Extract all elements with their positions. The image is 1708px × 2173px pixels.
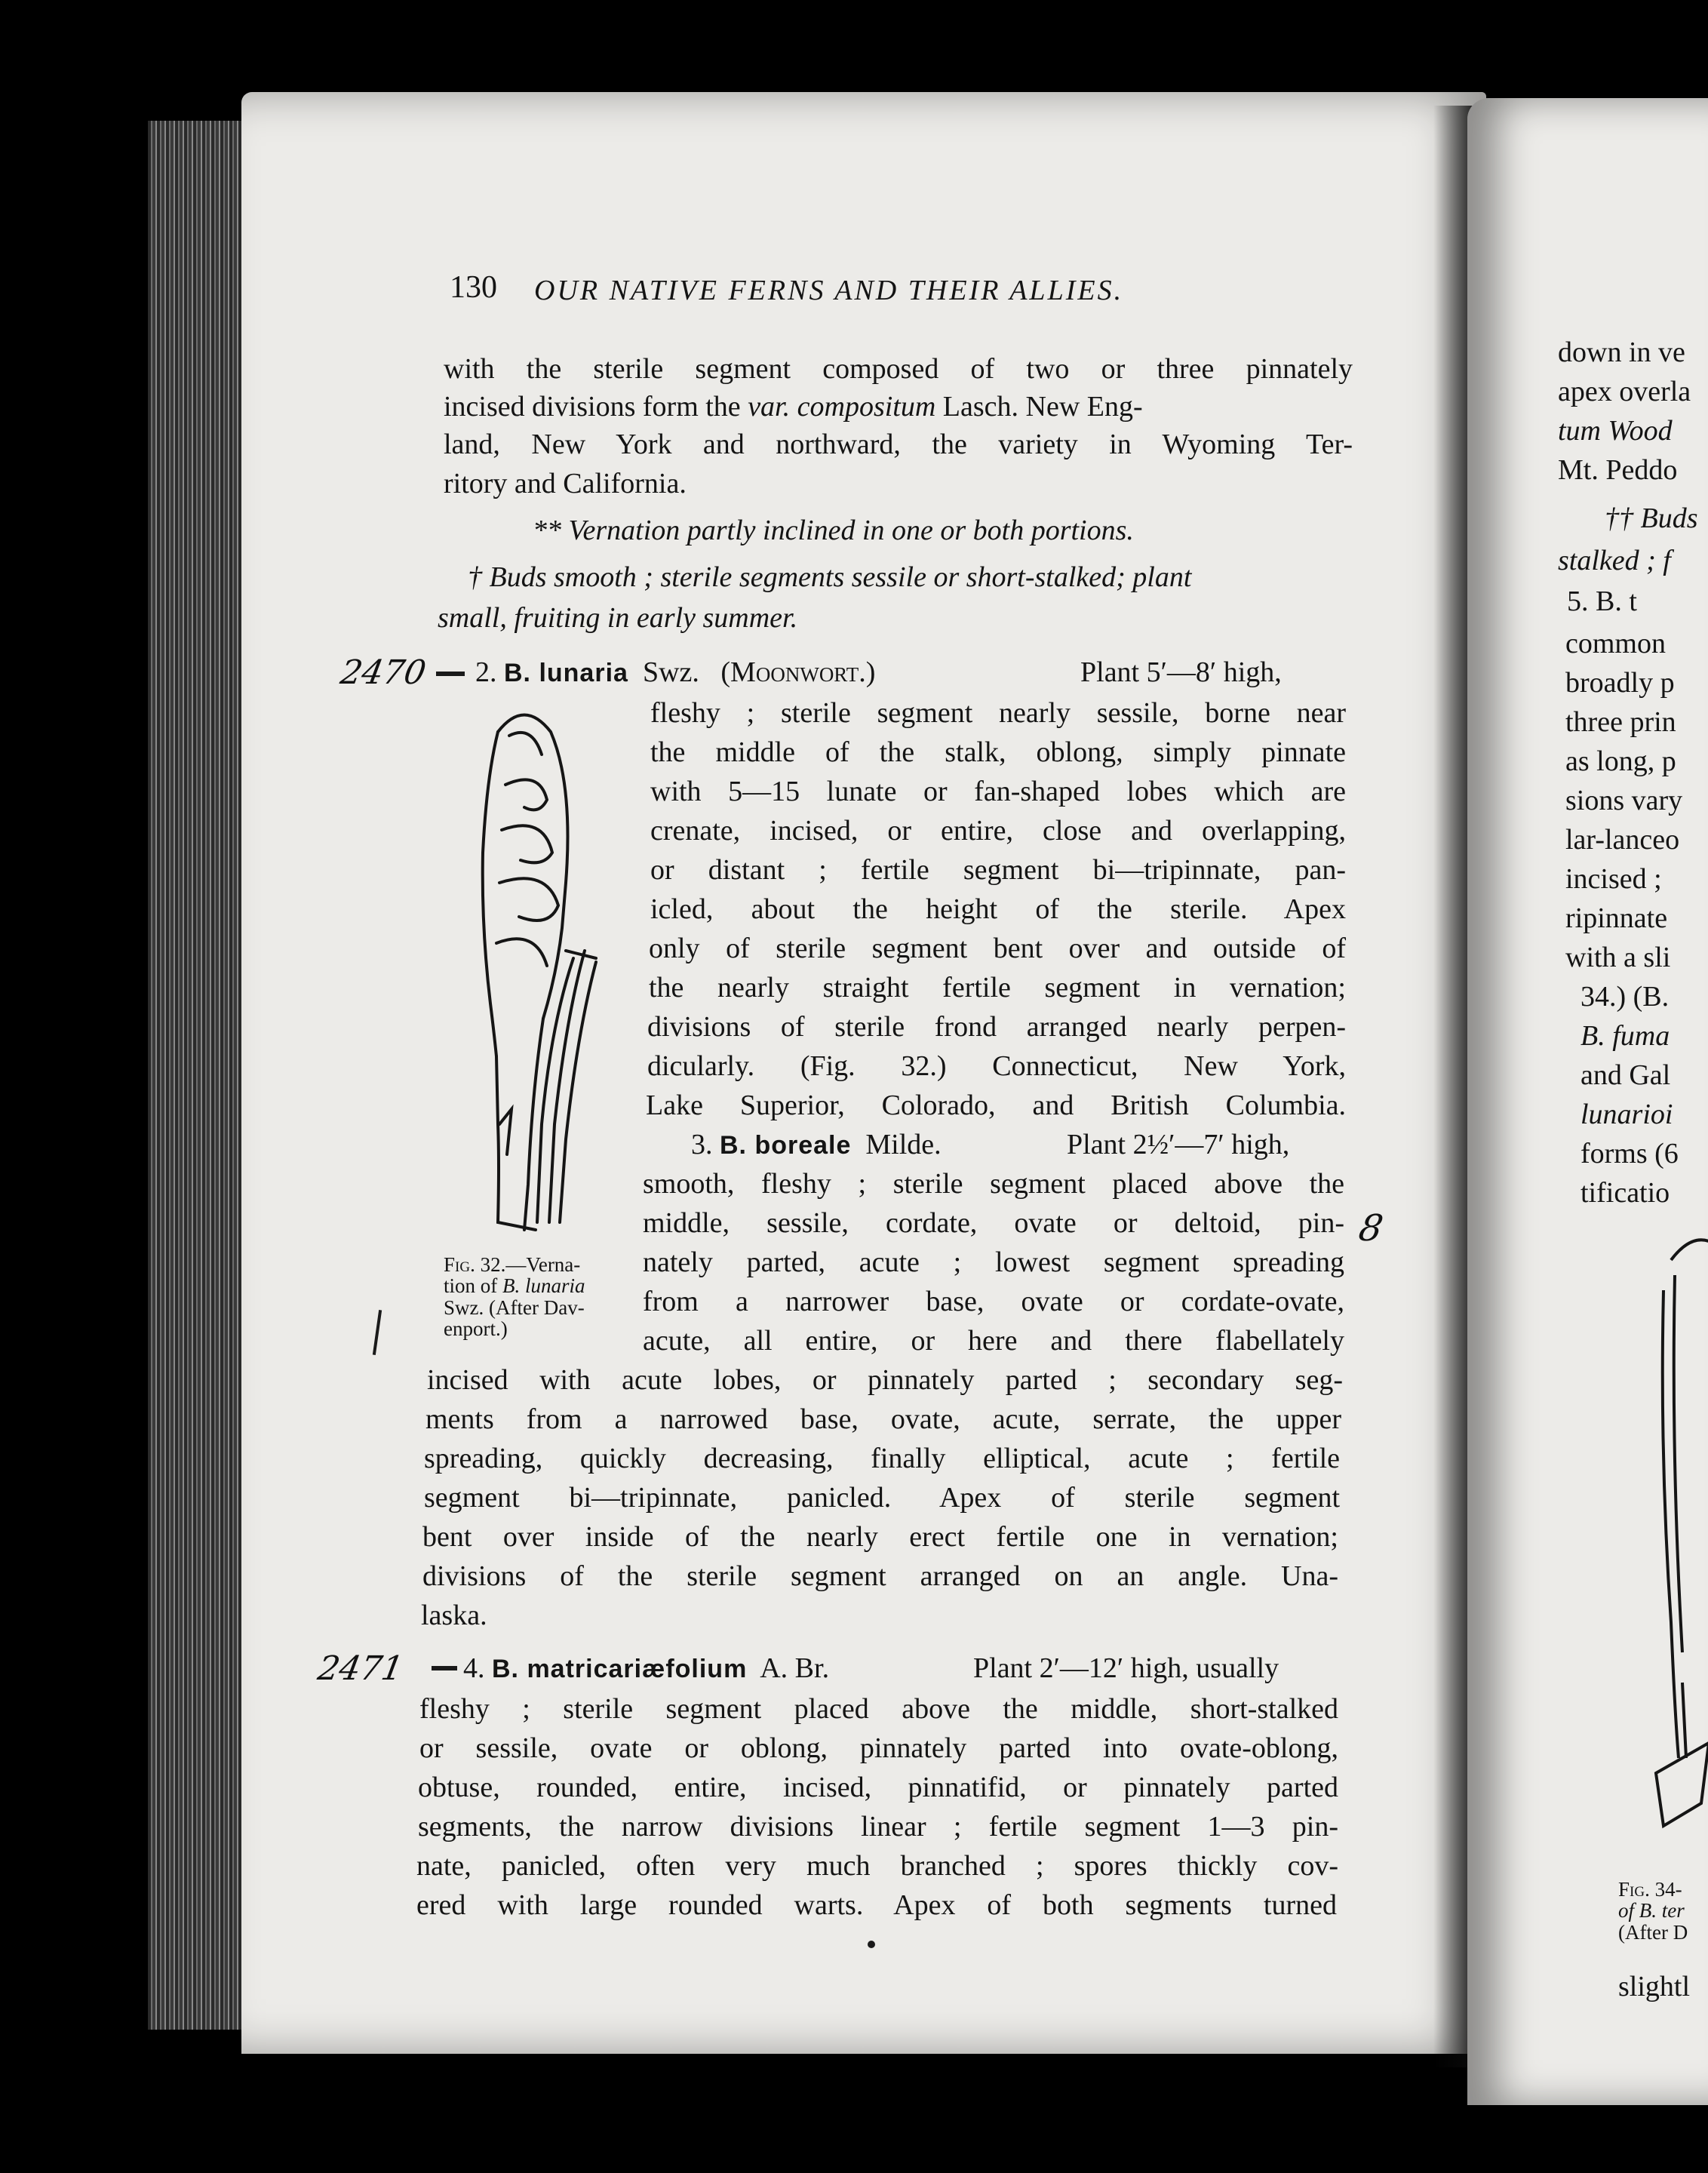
text-line: stalked ; f bbox=[1558, 545, 1671, 576]
text-line: bent over inside of the nearly erect fertile one in vernation; bbox=[422, 1521, 1338, 1553]
text-line: incised with acute lobes, or pinnately parted ; secondary seg- bbox=[427, 1364, 1343, 1396]
text-line: Plant 2′—12′ high, usually bbox=[973, 1652, 1279, 1684]
figure-34-caption: Fig. 34- of B. ter (After D bbox=[1618, 1878, 1688, 1944]
text-line: smooth, fleshy ; sterile segment placed above the bbox=[643, 1168, 1344, 1200]
margin-note: 8 bbox=[1356, 1207, 1387, 1249]
text-line: lunarioi bbox=[1581, 1099, 1673, 1130]
page-number: 130 bbox=[450, 270, 497, 305]
text-line: fleshy ; sterile segment nearly sessile, borne near bbox=[650, 697, 1346, 729]
text-line: fleshy ; sterile segment placed above the middle, short-stalked bbox=[419, 1693, 1338, 1725]
text-line: ritory and California. bbox=[444, 468, 687, 499]
text-line: spreading, quickly decreasing, finally elliptical, acute ; fertile bbox=[424, 1443, 1340, 1474]
text-line: nate, panicled, often very much branched ; spores thickly cov- bbox=[416, 1850, 1338, 1882]
text-line: tum Wood bbox=[1558, 415, 1673, 447]
subhead-buds: † Buds smooth ; sterile segments sessile or short-stalked; plant bbox=[468, 561, 1192, 593]
text-line: common bbox=[1565, 628, 1666, 659]
text-line: forms (6 bbox=[1581, 1138, 1679, 1169]
text-line: segment bi—tripinnate, panicled. Apex of sterile segment bbox=[424, 1482, 1340, 1514]
text-line: as long, p bbox=[1565, 745, 1676, 777]
subhead-vernation: ** Vernation partly inclined in one or both portions. bbox=[533, 515, 1134, 546]
text-line: icled, about the height of the sterile. Apex bbox=[650, 893, 1346, 925]
text-line: land, New York and northward, the variety in Wyoming Ter- bbox=[444, 429, 1353, 460]
text-line: or sessile, ovate or oblong, pinnately parted into ovate-oblong, bbox=[419, 1732, 1338, 1764]
text-line: dicularly. (Fig. 32.) Connecticut, New York, bbox=[647, 1050, 1346, 1082]
text-line: crenate, incised, or entire, close and overlapping, bbox=[650, 815, 1346, 847]
page-block-edges bbox=[148, 121, 246, 2030]
text-line: and Gal bbox=[1581, 1059, 1671, 1091]
species-heading: 2. B. lunaria Swz. (Moonwort.) bbox=[475, 656, 876, 688]
margin-note: 2470 bbox=[337, 653, 429, 692]
text-line: with 5—15 lunate or fan-shaped lobes which are bbox=[650, 776, 1346, 807]
text-line: obtuse, rounded, entire, incised, pinnatifid, or pinnately parted bbox=[418, 1772, 1338, 1803]
text-line: Plant 5′—8′ high, bbox=[1080, 656, 1282, 688]
margin-note: 2471 bbox=[315, 1649, 407, 1688]
text-line: ripinnate bbox=[1565, 902, 1668, 934]
text-line: with a sli bbox=[1565, 942, 1671, 973]
figure-32-caption: Fig. 32.—Verna- tion of B. lunaria Swz. (After Dav- enport.) bbox=[444, 1253, 585, 1341]
text-line: 5. B. t bbox=[1567, 586, 1637, 617]
text-line: ered with large rounded warts. Apex of both segments turned bbox=[416, 1889, 1337, 1921]
text-line: nately parted, acute ; lowest segment spreading bbox=[643, 1246, 1344, 1278]
text-line: acute, all entire, or here and there flabellately bbox=[643, 1325, 1344, 1357]
text-line: laska. bbox=[421, 1600, 487, 1631]
text-line: †† Buds bbox=[1605, 503, 1698, 534]
text-line: divisions of sterile frond arranged nearly perpen- bbox=[647, 1011, 1346, 1043]
dash-mark bbox=[436, 672, 465, 676]
text-line: B. fuma bbox=[1581, 1020, 1670, 1052]
text-line: Mt. Peddo bbox=[1558, 454, 1678, 486]
text-line: Lake Superior, Colorado, and British Columbia. bbox=[646, 1090, 1346, 1121]
text-line: sions vary bbox=[1565, 785, 1683, 816]
text-line: three prin bbox=[1565, 706, 1676, 738]
text-line: tificatio bbox=[1581, 1177, 1670, 1209]
text-line: incised divisions form the var. compositum Lasch. New Eng- bbox=[444, 391, 1143, 423]
subhead-buds-cont: small, fruiting in early summer. bbox=[438, 602, 798, 634]
text-line: the middle of the stalk, oblong, simply pinnate bbox=[650, 736, 1346, 768]
text-line: segments, the narrow divisions linear ; fertile segment 1—3 pin- bbox=[418, 1811, 1338, 1843]
text-line: with the sterile segment composed of two or three pinnately bbox=[444, 353, 1353, 385]
text-line: apex overla bbox=[1558, 376, 1691, 407]
species-heading: 3. B. boreale Milde. bbox=[691, 1129, 942, 1160]
figure-34-drawing bbox=[1641, 1230, 1708, 1849]
species-heading: 4. B. matricariæfolium A. Br. bbox=[463, 1652, 830, 1684]
figure-32-vernation-drawing bbox=[453, 702, 649, 1245]
text-line: the nearly straight fertile segment in vernation; bbox=[649, 972, 1346, 1004]
text-line: Plant 2½′—7′ high, bbox=[1067, 1129, 1290, 1160]
text-line: lar-lanceo bbox=[1565, 824, 1680, 856]
running-title: OUR NATIVE FERNS AND THEIR ALLIES. bbox=[534, 275, 1124, 306]
ink-dot bbox=[868, 1941, 875, 1948]
text-line: down in ve bbox=[1558, 337, 1685, 368]
text-line: divisions of the sterile segment arranged on an angle. Una- bbox=[422, 1560, 1338, 1592]
text-line: incised ; bbox=[1565, 863, 1662, 895]
text-line: slightl bbox=[1618, 1971, 1691, 2002]
right-page bbox=[1467, 98, 1708, 2105]
text-line: or distant ; fertile segment bi—tripinnate, pan- bbox=[650, 854, 1346, 886]
text-line: broadly p bbox=[1565, 667, 1675, 699]
text-line: middle, sessile, cordate, ovate or deltoid, pin- bbox=[643, 1207, 1344, 1239]
text-line: 34.) (B. bbox=[1581, 981, 1670, 1013]
text-line: ments from a narrowed base, ovate, acute, serrate, the upper bbox=[425, 1403, 1341, 1435]
text-line: from a narrower base, ovate or cordate-ovate, bbox=[643, 1286, 1344, 1317]
dash-mark bbox=[432, 1666, 457, 1670]
text-line: only of sterile segment bent over and outside of bbox=[649, 933, 1346, 964]
